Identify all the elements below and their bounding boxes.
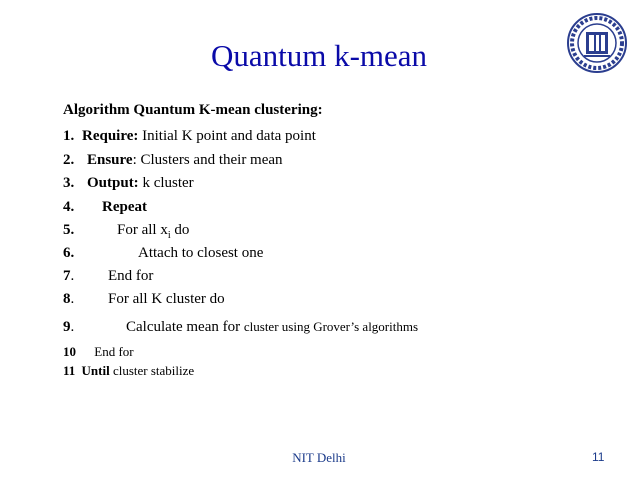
footer-institute: NIT Delhi (292, 450, 346, 465)
step-7 (63, 267, 153, 285)
step-8 (63, 290, 225, 308)
step-keyword: Ensure (87, 152, 133, 168)
step-1 (63, 127, 316, 145)
step-text: k cluster (142, 175, 194, 191)
step-text: Calculate mean for (126, 319, 241, 335)
step-text-2: do (174, 222, 190, 238)
step-11 (63, 362, 194, 380)
institute-emblem-icon (566, 12, 628, 74)
step-keyword: Require: (82, 128, 139, 144)
step-number: 1. (63, 128, 75, 144)
algorithm-heading (63, 101, 323, 119)
step-punct: . (70, 268, 75, 284)
step-text: For all x (117, 222, 168, 238)
step-number: 10 (63, 344, 76, 359)
step-keyword: Until (81, 363, 110, 378)
step-text: Attach to closest one (138, 245, 264, 261)
step-number: 11 (63, 363, 76, 378)
step-text: cluster stabilize (112, 363, 195, 378)
step-text: End for (108, 268, 154, 284)
step-number: 5. (63, 222, 75, 238)
step-6 (63, 244, 263, 262)
step-10 (63, 343, 134, 361)
step-keyword: Repeat (102, 199, 147, 215)
step-text-small: cluster using Grover’s algorithms (243, 319, 419, 334)
step-punct: . (70, 291, 75, 307)
step-text: End for (94, 344, 134, 359)
step-4 (63, 198, 147, 216)
step-2 (63, 151, 283, 169)
algorithm-heading-text: Algorithm Quantum K-mean clustering: (63, 102, 323, 118)
step-number: 4. (63, 199, 75, 215)
step-5 (63, 221, 189, 245)
step-number: 8 (63, 291, 71, 307)
page-number: 11 (592, 450, 605, 464)
step-text: Initial K point and data point (142, 128, 316, 144)
step-number: 2. (63, 152, 75, 168)
step-punct: . (70, 319, 75, 335)
step-text: For all K cluster do (108, 291, 225, 307)
step-number: 6. (63, 245, 75, 261)
step-number: 9 (63, 319, 71, 335)
step-subscript: i (167, 230, 171, 241)
step-text: : Clusters and their mean (132, 152, 283, 168)
step-number: 7 (63, 268, 71, 284)
step-3 (63, 174, 194, 192)
step-keyword: Output: (87, 175, 139, 191)
step-number: 3. (63, 175, 75, 191)
slide-title: Quantum k-mean (210, 38, 428, 73)
step-9 (63, 318, 418, 336)
